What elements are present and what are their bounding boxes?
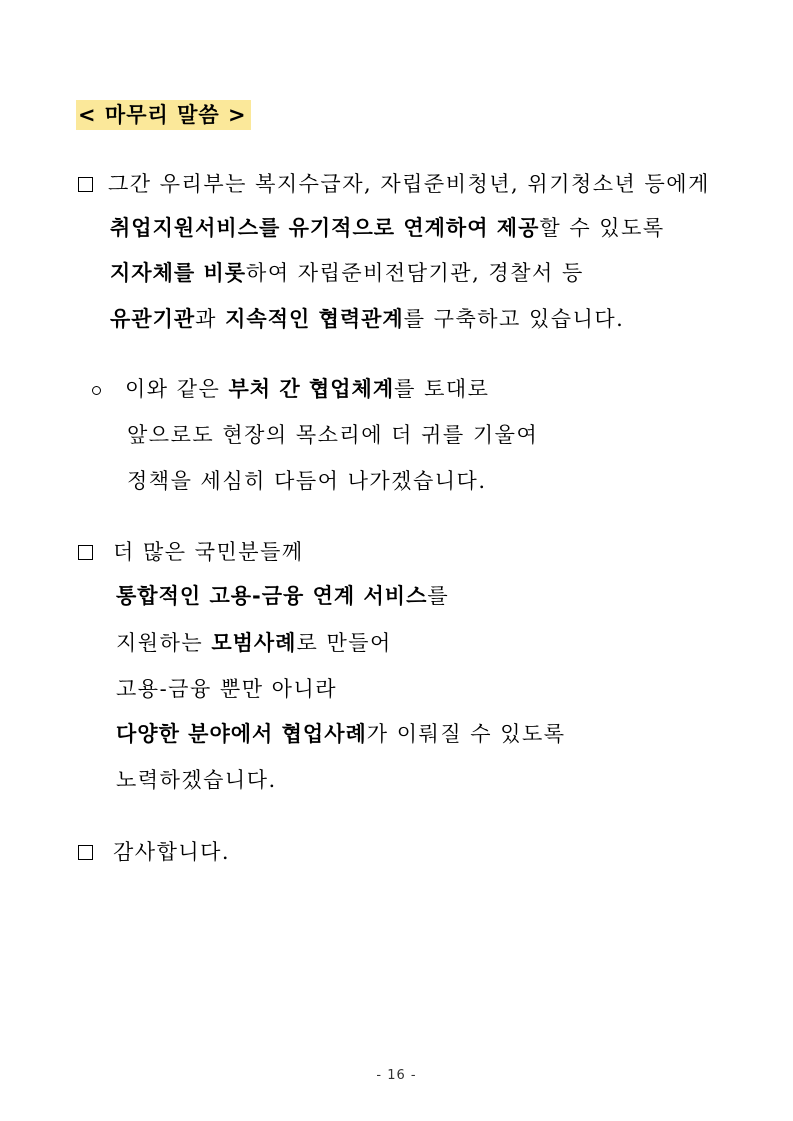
paragraph-line xyxy=(108,169,710,199)
emphasis-text: 모범사례 xyxy=(211,631,297,655)
text-run: 로 만들어 xyxy=(296,631,392,655)
paragraph-line xyxy=(116,765,277,795)
page-number: - 16 - xyxy=(376,1068,417,1083)
text-run: 하여 자립준비전담기관, 경찰서 등 xyxy=(246,261,584,285)
text-run: 그간 우리부는 복지수급자, 자립준비청년, 위기청소년 등에게 xyxy=(108,172,710,196)
paragraph-line xyxy=(116,628,392,658)
paragraph-line xyxy=(116,674,337,704)
text-run: 정책을 세심히 다듬어 나가겠습니다. xyxy=(127,469,487,493)
text-run: 앞으로도 현장의 목소리에 더 귀를 기울여 xyxy=(127,423,539,447)
checkbox-bullet-icon xyxy=(78,545,93,560)
text-run: 지원하는 xyxy=(116,631,212,655)
paragraph-line xyxy=(116,719,566,749)
text-run: 를 xyxy=(427,584,450,608)
paragraph-line xyxy=(110,304,624,334)
paragraph-line xyxy=(113,537,304,567)
emphasis-text: 취업지원서비스를 유기적으로 연계하여 제공 xyxy=(110,216,540,240)
section-heading: < 마무리 말씀 > xyxy=(76,100,251,130)
emphasis-text: 통합적인 고용-금융 연계 서비스 xyxy=(116,584,428,608)
text-run: 이와 같은 xyxy=(125,377,229,401)
checkbox-bullet-icon xyxy=(78,177,93,192)
emphasis-text: 부처 간 협업체계 xyxy=(228,377,395,401)
text-run: 고용-금융 뿐만 아니라 xyxy=(116,677,338,701)
paragraph-line xyxy=(110,258,584,288)
paragraph-line xyxy=(125,374,489,404)
emphasis-text: 지속적인 협력관계 xyxy=(225,307,404,331)
paragraph-line xyxy=(127,420,538,450)
paragraph-line xyxy=(116,581,449,611)
text-run: 감사합니다. xyxy=(113,840,231,864)
circle-bullet-icon xyxy=(92,386,101,395)
checkbox-bullet-icon xyxy=(78,845,93,860)
emphasis-text: 지자체를 비롯 xyxy=(110,261,247,285)
emphasis-text: 유관기관 xyxy=(110,307,196,331)
text-run: 더 많은 국민분들께 xyxy=(113,540,304,564)
text-run: 를 구축하고 있습니다. xyxy=(403,307,625,331)
paragraph-line xyxy=(127,466,487,496)
text-run: 과 xyxy=(195,307,226,331)
text-run: 를 토대로 xyxy=(394,377,490,401)
text-run: 노력하겠습니다. xyxy=(116,768,277,792)
text-run: 가 이뤄질 수 있도록 xyxy=(366,722,566,746)
text-run: 할 수 있도록 xyxy=(539,216,665,240)
emphasis-text: 다양한 분야에서 협업사례 xyxy=(116,722,367,746)
paragraph-line xyxy=(113,837,230,867)
paragraph-line xyxy=(110,213,665,243)
